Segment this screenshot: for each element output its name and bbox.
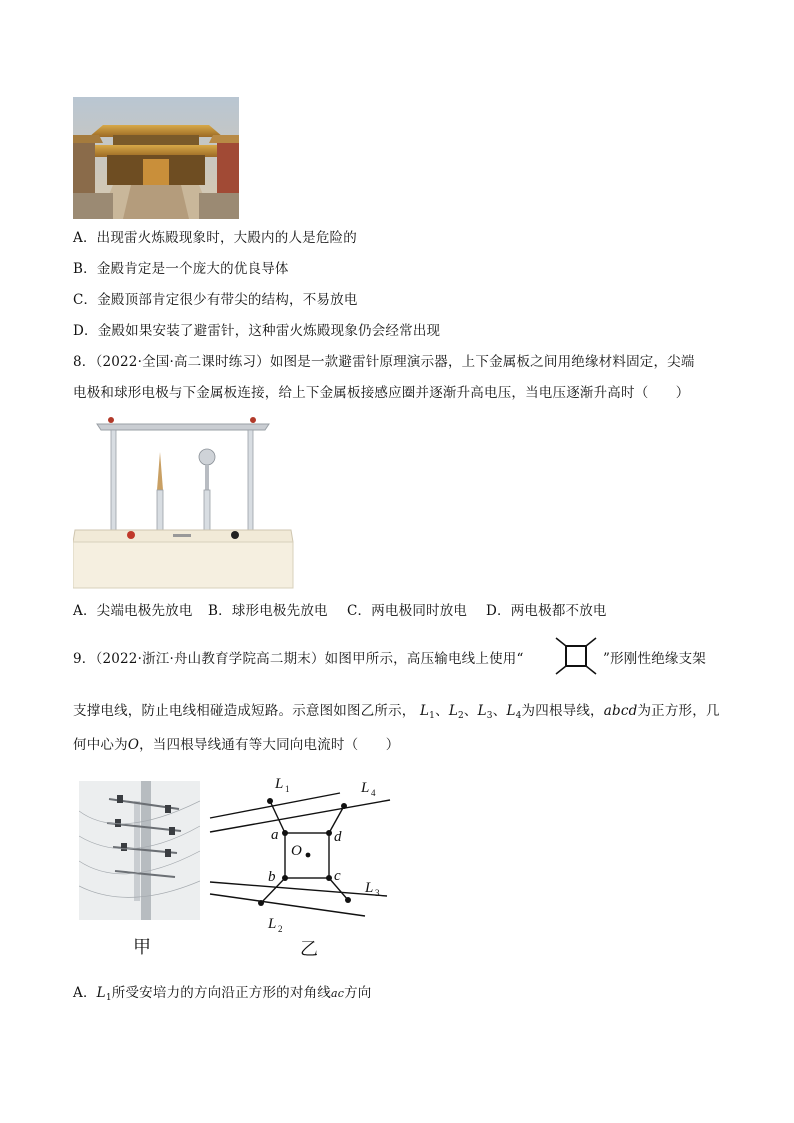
wire-l2: L xyxy=(448,703,458,719)
wire-l4-sub: 4 xyxy=(515,711,522,721)
q8-option-c: C．两电极同时放电 xyxy=(347,603,468,619)
label-O: O xyxy=(291,843,302,859)
figure-jia-label: 甲 xyxy=(133,937,152,958)
label-L4: L xyxy=(361,780,370,796)
label-L1-sub: 1 xyxy=(285,784,290,794)
q9-stem-line2 xyxy=(73,701,720,726)
wire-l4: L xyxy=(506,703,516,719)
sep-2: 、 xyxy=(463,703,478,719)
q7-option-a: A．出现雷火炼殿现象时，大殿内的人是危险的 xyxy=(73,230,357,246)
label-d: d xyxy=(334,829,342,845)
q9-option-a-l: L xyxy=(96,985,106,1001)
wire-l3: L xyxy=(477,703,487,719)
q9-stem-line3 xyxy=(73,735,399,755)
label-L4-sub: 4 xyxy=(371,788,376,798)
q9-option-a-mid: 所受安培力的方向沿正方形的对角线 xyxy=(111,985,331,1001)
q7-option-c: C．金殿顶部肯定很少有带尖的结构，不易放电 xyxy=(73,292,358,308)
q7-option-d: D．金殿如果安装了避雷针，这种雷火炼殿现象仍会经常出现 xyxy=(73,323,441,339)
wire-l1: L xyxy=(420,703,430,719)
lightning-rod-demonstrator-photo xyxy=(73,412,295,592)
square-bracket-icon xyxy=(553,636,599,676)
label-a: a xyxy=(271,827,279,843)
q9-option-a-sub: 1 xyxy=(105,993,112,1003)
temple-photo xyxy=(73,97,239,219)
q7-option-b: B．金殿肯定是一个庞大的优良导体 xyxy=(73,261,289,277)
q9-option-a-pre: A． xyxy=(73,985,97,1001)
center-o-label: O xyxy=(127,737,140,753)
figure-yi-label: 乙 xyxy=(300,939,319,960)
q8-stem-line1: 8．（2022·全国·高二课时练习）如图是一款避雷针原理演示器，上下金属板之间用绝缘材料固定，尖端 xyxy=(73,354,695,370)
power-pole-photo xyxy=(79,781,200,920)
sep-1: 、 xyxy=(435,703,449,719)
wire-l3-sub: 3 xyxy=(486,711,493,721)
abcd-label: abcd xyxy=(603,703,638,719)
q8-stem-line2: 电极和球形电极与下金属板连接，给上下金属板接感应圈并逐渐升高电压，当电压逐渐升高时（ ） xyxy=(73,385,690,401)
label-L2-sub: 2 xyxy=(278,924,283,934)
label-L2: L xyxy=(268,916,277,932)
q9-stem-line2-post: 为正方形，几 xyxy=(637,703,720,719)
q9-option-a xyxy=(73,983,372,1008)
q9-stem-line3-pre: 何中心为 xyxy=(73,737,128,753)
q9-stem-line1 xyxy=(73,649,524,669)
q8-option-a: A．尖端电极先放电 xyxy=(73,603,193,619)
q9-option-a-post: 方向 xyxy=(344,985,372,1001)
label-c: c xyxy=(334,868,341,884)
q9-stem-line2-pre: 支撑电线，防止电线相碰造成短路。示意图如图乙所示， xyxy=(73,703,416,719)
q9-stem-line2-mid: 为四根导线， xyxy=(521,703,604,719)
sep-3: 、 xyxy=(492,703,507,719)
wire-l2-sub: 2 xyxy=(457,711,464,721)
wire-l1-sub: 1 xyxy=(429,711,436,721)
q9-stem-line1-post: ”形刚性绝缘支架 xyxy=(603,651,707,667)
q8-option-b: B．球形电极先放电 xyxy=(208,603,328,619)
label-L3: L xyxy=(365,880,374,896)
q9-stem-line3-post: ，当四根导线通有等大同向电流时（ ） xyxy=(139,737,400,753)
q8-option-d: D．两电极都不放电 xyxy=(486,603,607,619)
label-L3-sub: 3 xyxy=(375,888,380,898)
q9-option-a-ac: ac xyxy=(330,987,345,1000)
label-b: b xyxy=(268,869,276,885)
q9-stem-line1-pre: 9．（2022·浙江·舟山教育学院高二期末）如图甲所示，高压输电线上使用“ xyxy=(73,651,524,667)
label-L1: L xyxy=(275,776,284,792)
